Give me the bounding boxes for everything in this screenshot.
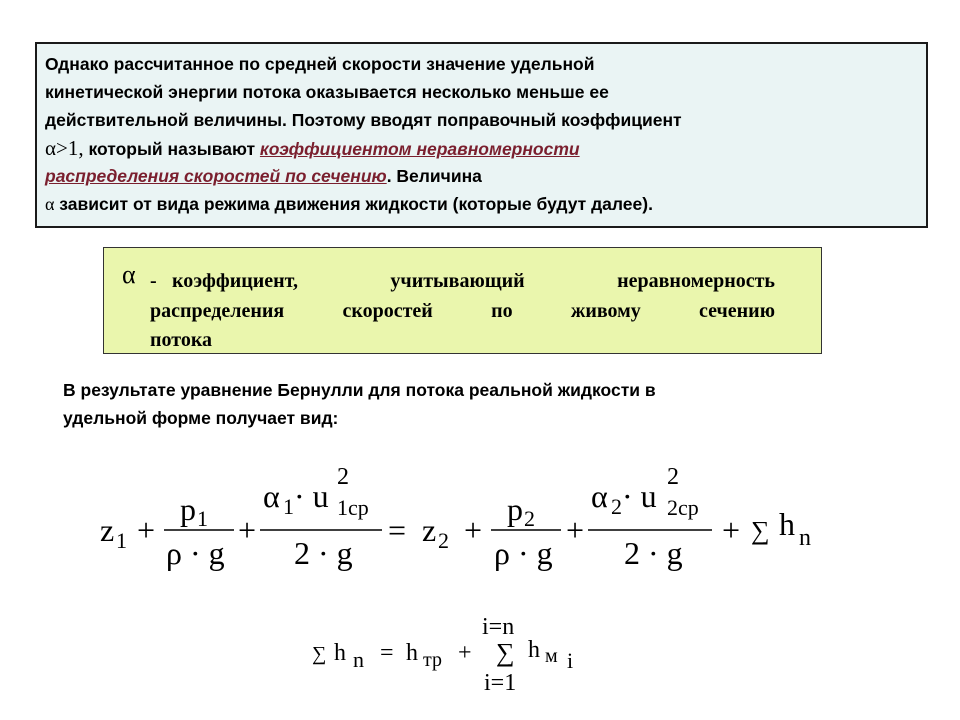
definition-line-1: коэффициент, учитывающий неравномерность xyxy=(172,270,775,292)
dot-u-1: · u xyxy=(294,478,329,514)
alpha2-symbol: α xyxy=(591,478,608,514)
z2-symbol: z xyxy=(422,512,437,548)
note-line-5-text: . Величина xyxy=(386,166,482,186)
rho-g-2: ρ · g xyxy=(494,535,553,571)
plus-3: + xyxy=(464,512,483,548)
upper-limit: i=n xyxy=(482,614,515,640)
equals-sign-2: = xyxy=(380,640,394,666)
plus-5: + xyxy=(722,512,741,548)
p2-symbol: p xyxy=(507,491,523,527)
alpha-symbol: α xyxy=(45,194,55,214)
friction-subscript: тр xyxy=(423,649,442,671)
plus-6: + xyxy=(458,640,472,666)
note-line-3: действительной величины. Поэтому вводят поправочный коэффициент xyxy=(45,110,682,130)
note-line-4-text: который называют xyxy=(83,139,260,159)
sigma-symbol: ∑ xyxy=(751,516,770,545)
plus-2: + xyxy=(238,512,257,548)
plus-4: + xyxy=(566,512,585,548)
p1-subscript: 1 xyxy=(197,506,208,531)
note-line-1: Однако рассчитанное по средней скорости значение удельной xyxy=(45,54,595,74)
link-nonuniformity-coefficient[interactable]: коэффициентом неравномерности xyxy=(259,139,580,159)
p2-subscript: 2 xyxy=(524,506,535,531)
definition-alpha: α xyxy=(122,260,136,289)
link-velocity-distribution[interactable]: распределения скоростей по сечению xyxy=(45,166,387,186)
alpha1-symbol: α xyxy=(263,478,280,514)
definition-line-3: потока xyxy=(150,329,213,351)
local-subscript: м xyxy=(545,645,558,667)
note-line-6-text: зависит от вида режима движения жидкости (которые будут далее). xyxy=(54,194,653,214)
h-sum: h xyxy=(334,640,346,666)
h-friction: h xyxy=(406,640,418,666)
h-subscript-n: n xyxy=(799,525,811,551)
h-local: h xyxy=(528,637,540,663)
h-symbol: h xyxy=(779,506,795,542)
z2-subscript: 2 xyxy=(438,528,449,553)
note-line-2: кинетической энергии потока оказывается несколько меньше ее xyxy=(45,82,609,102)
definition-line-2: распределения скоростей по живому сечению xyxy=(150,300,775,322)
alpha2-subscript: 2 xyxy=(611,494,622,519)
z1-subscript: 1 xyxy=(116,528,127,553)
two-g-2: 2 · g xyxy=(624,535,683,571)
z-symbol: z xyxy=(100,512,115,548)
equals-sign: = xyxy=(388,512,407,548)
sigma-symbol-2: ∑ xyxy=(312,643,327,665)
u1-subscript: 1cp xyxy=(337,495,369,520)
alpha-gt-1: α>1, xyxy=(45,136,84,160)
index-subscript: i xyxy=(567,648,574,673)
h-sum-subscript: n xyxy=(353,647,364,672)
alpha1-subscript: 1 xyxy=(283,494,294,519)
lower-limit: i=1 xyxy=(484,670,517,696)
plus-1: + xyxy=(137,512,156,548)
p1-symbol: p xyxy=(180,491,196,527)
paragraph-line-2: удельной форме получает вид: xyxy=(63,408,339,428)
rho-g-1: ρ · g xyxy=(166,535,225,571)
u2-subscript: 2cp xyxy=(667,495,699,520)
sum-symbol: ∑ xyxy=(496,638,515,667)
definition-dash: - xyxy=(150,270,157,292)
two-g-1: 2 · g xyxy=(294,535,353,571)
dot-u-2: · u xyxy=(622,478,657,514)
paragraph-line-1: В результате уравнение Бернулли для потока реальной жидкости в xyxy=(63,380,656,400)
u1-superscript: 2 xyxy=(337,464,349,490)
u2-superscript: 2 xyxy=(667,464,679,490)
